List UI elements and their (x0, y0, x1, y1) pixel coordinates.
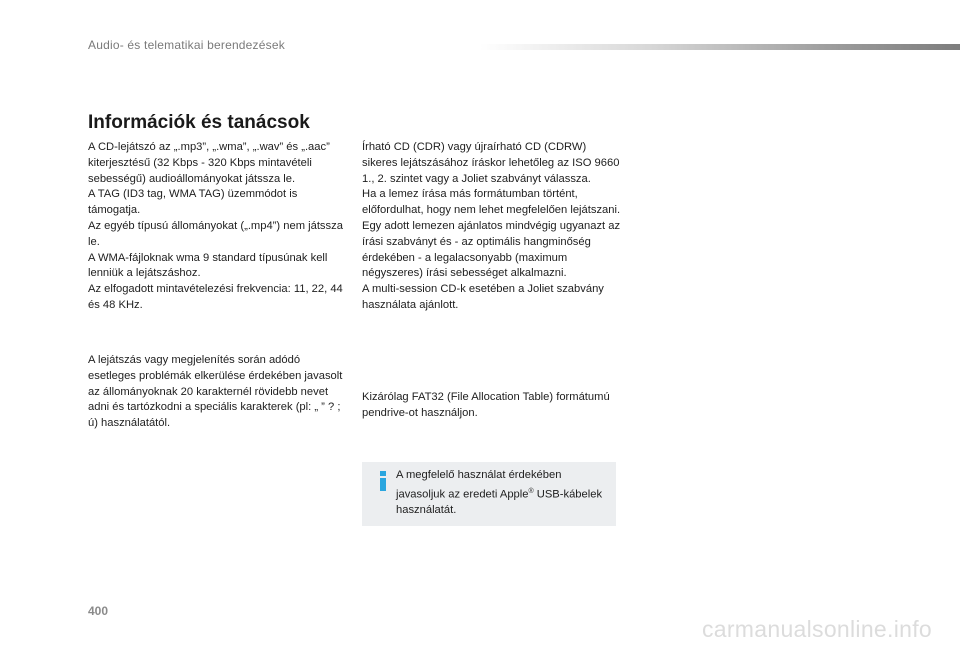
note-text-part-1: A megfelelő használat érdekében javasoljuk az eredeti Apple (396, 469, 562, 501)
info-note-text (396, 468, 606, 519)
paragraph: Egy adott lemezen ajánlatos mindvégig ugyanazt az írási szabványt és - az optimális hangminőség érdekében - a legalacsonyabb (maximum négyszeres) írási sebességet alkalmazni. (362, 219, 621, 280)
right-column-block-1 (362, 140, 622, 314)
paragraph: A CD-lejátszó az „.mp3”, „.wma”, „.wav” és „.aac” kiterjesztésű (32 Kbps - 320 Kbps mintavételi sebességű) audioállományokat játssza le. (88, 141, 330, 185)
section-header: Audio- és telematikai berendezések (88, 38, 285, 52)
info-note-box (362, 462, 616, 526)
paragraph: Az egyéb típusú állományokat („.mp4”) nem játssza le. (88, 219, 343, 248)
paragraph: Az elfogadott mintavételezési frekvencia: 11, 22, 44 és 48 KHz. (88, 283, 343, 311)
registered-mark: ® (528, 487, 534, 495)
left-column-block-2 (88, 353, 348, 432)
paragraph: A WMA-fájloknak wma 9 standard típusúnak kell lenniük a lejátszáshoz. (88, 251, 328, 280)
paragraph: A TAG (ID3 tag, WMA TAG) üzemmódot is támogatja. (88, 188, 298, 217)
paragraph: Kizárólag FAT32 (File Allocation Table) formátumú pendrive-ot használjon. (362, 391, 610, 419)
right-column-block-2 (362, 390, 622, 422)
watermark: carmanualsonline.info (701, 616, 932, 642)
left-column-block-1 (88, 140, 348, 314)
paragraph: Írható CD (CDR) vagy újraírható CD (CDRW) sikeres lejátszásához íráskor lehetőleg az ISO 9660 1., 2. szintet vagy a Joliet szabványt válassza. (362, 141, 620, 185)
paragraph: A lejátszás vagy megjelenítés során adódó esetleges problémák elkerülése érdekében javasolt az állományoknak 20 karakternél rövidebb nevet adni és tartózkodni a speciális karakterek (pl: „ ” ? ; ú) használatától. (88, 354, 343, 430)
info-icon (376, 471, 390, 491)
paragraph: Ha a lemez írása más formátumban történt, előfordulhat, hogy nem lehet megfelelően lejátszani. (362, 188, 621, 217)
page-title: Információk és tanácsok (88, 112, 310, 133)
header-gradient-bar (480, 44, 960, 50)
note-text-part-2: USB-kábelek használatát. (396, 488, 603, 517)
paragraph: A multi-session CD-k esetében a Joliet szabvány használata ajánlott. (362, 283, 604, 311)
page-number: 400 (88, 604, 109, 618)
